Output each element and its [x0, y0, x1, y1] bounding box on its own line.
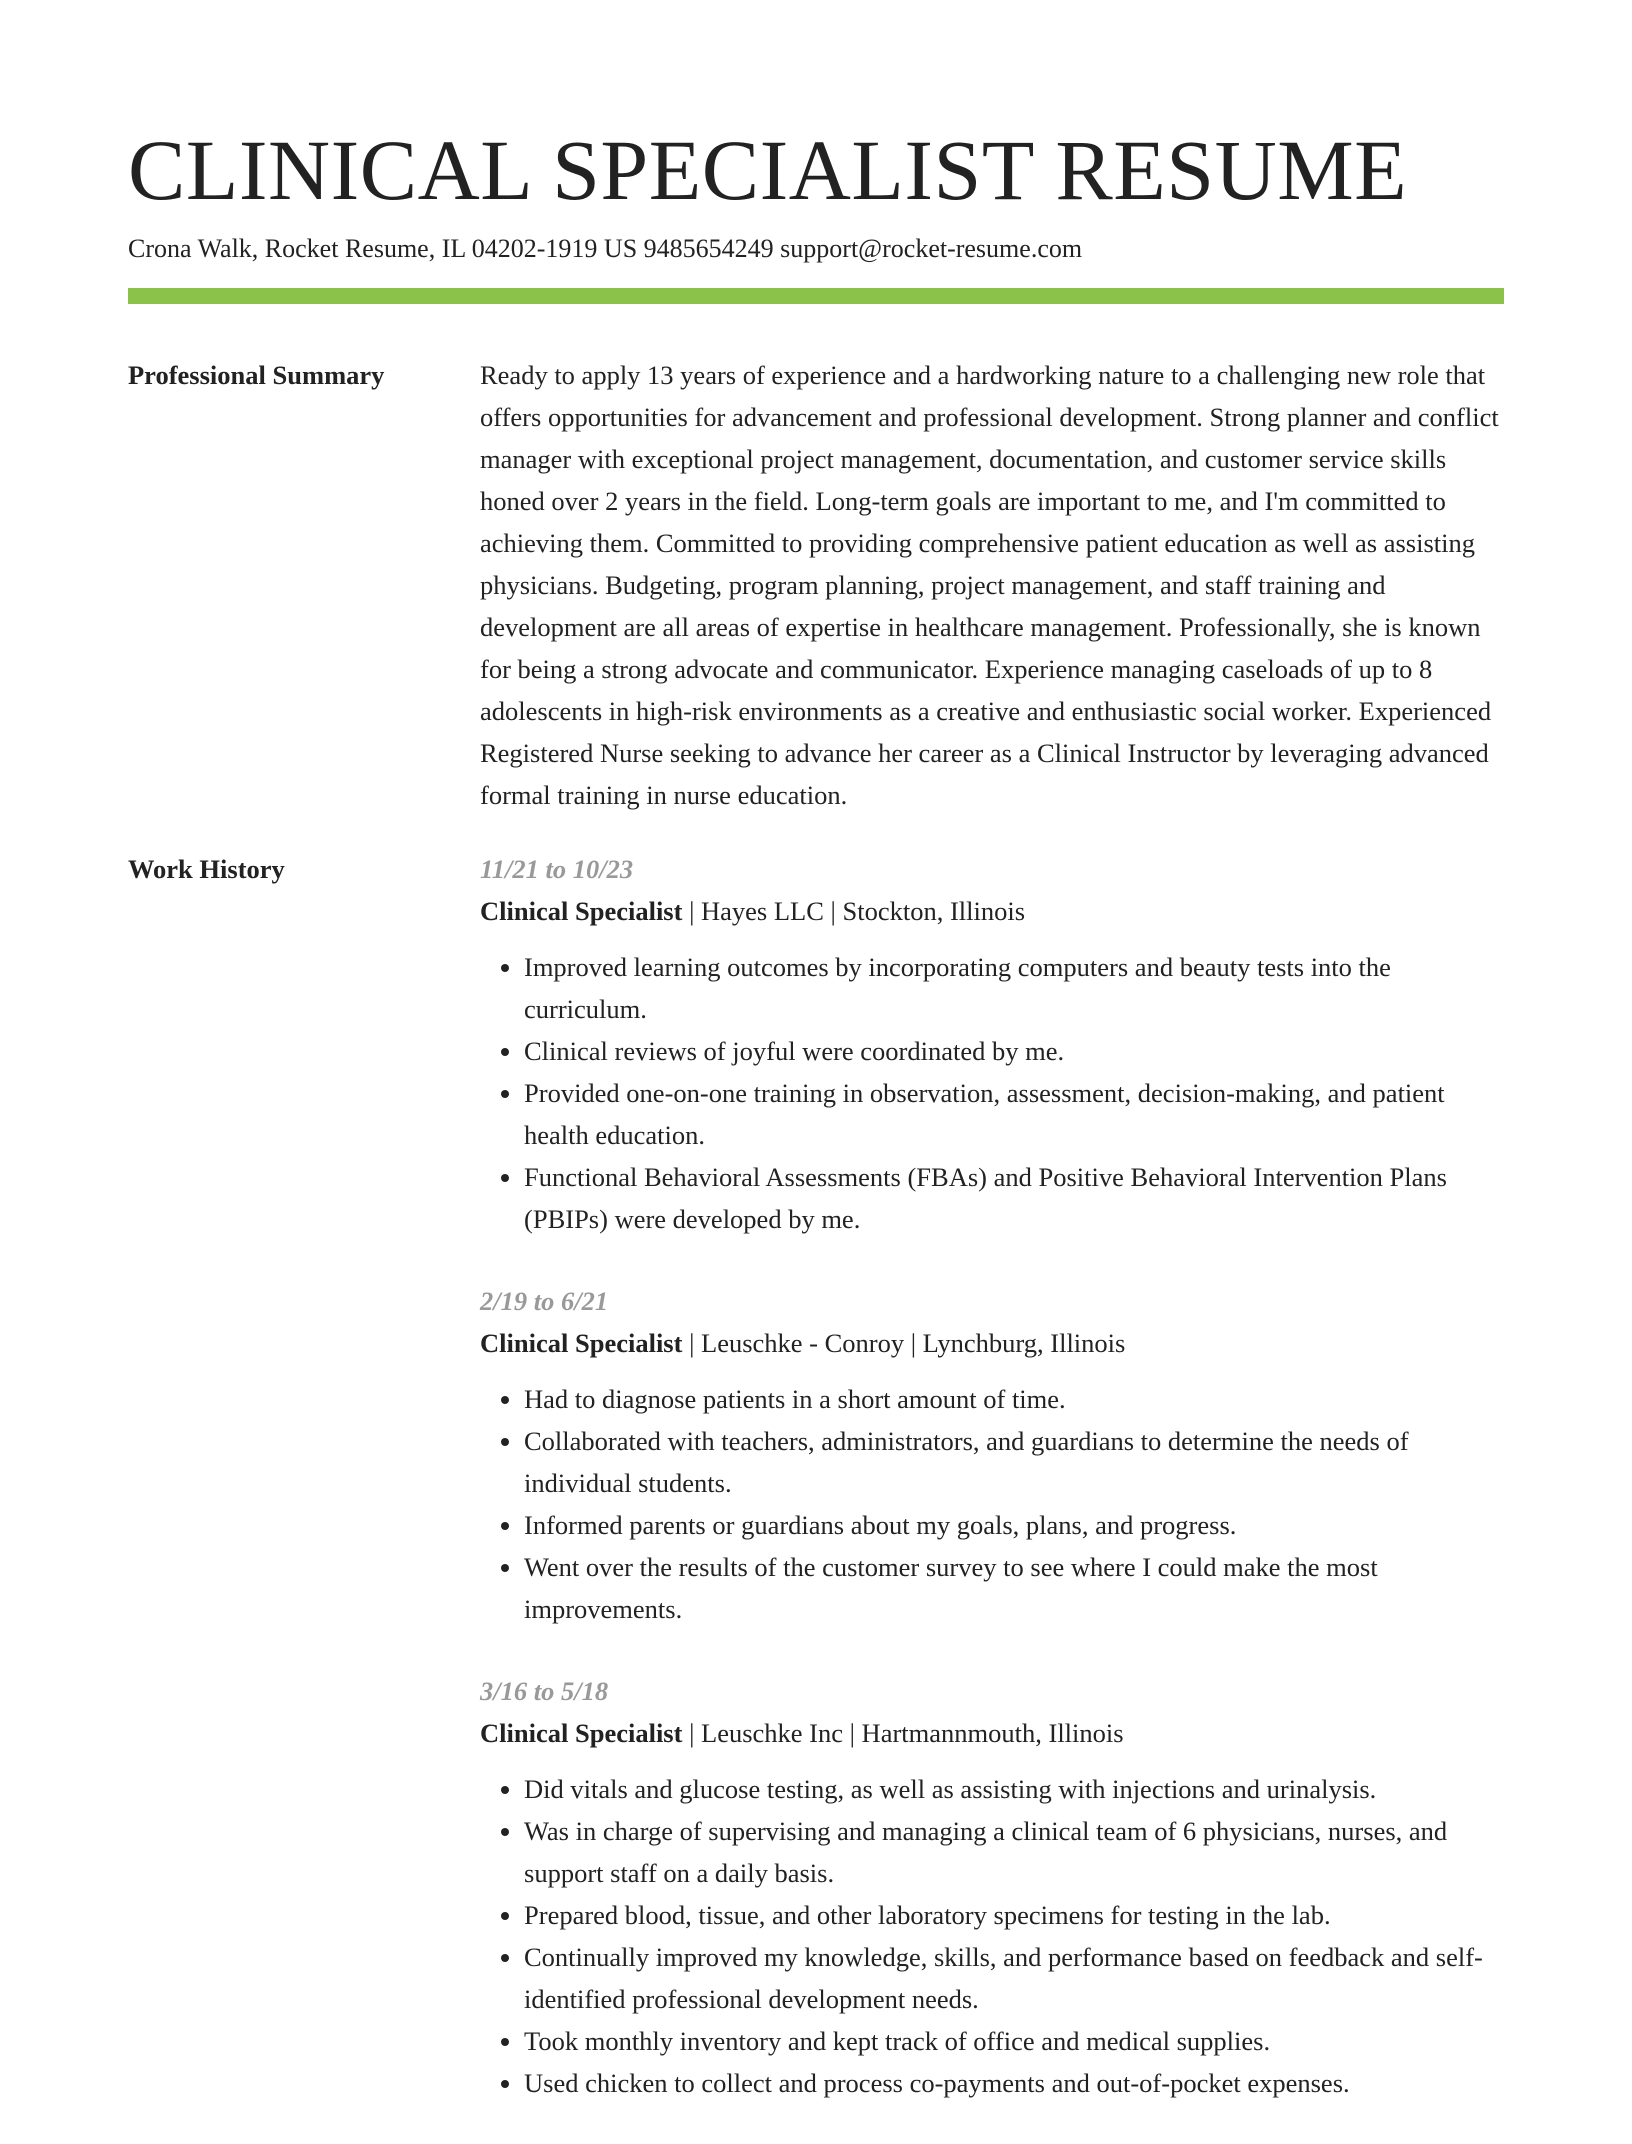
- job-entry: [480, 1280, 1504, 1630]
- job-bullet: • Went over the results of the customer survey to see where I could make the most improvements.: [524, 1546, 1504, 1630]
- job-bullet: • Continually improved my knowledge, skills, and performance based on feedback and self-identified professional development needs.: [524, 1936, 1504, 2020]
- job-entry: [480, 848, 1504, 1240]
- work-body: [480, 848, 1504, 2144]
- resume-title: CLINICAL SPECIALIST RESUME: [128, 122, 1408, 218]
- job-bullet: • Clinical reviews of joyful were coordinated by me.: [524, 1030, 1504, 1072]
- job-bullets: [480, 946, 1504, 1240]
- job-bullet: • Functional Behavioral Assessments (FBAs) and Positive Behavioral Intervention Plans (PBIPs) were developed by me.: [524, 1156, 1504, 1240]
- job-title: Clinical Specialist: [480, 1718, 683, 1748]
- job-bullet: • Prepared blood, tissue, and other laboratory specimens for testing in the lab.: [524, 1894, 1504, 1936]
- resume-page: [128, 0, 1504, 2144]
- job-bullet: • Took monthly inventory and kept track of office and medical supplies.: [524, 2020, 1504, 2062]
- accent-divider: [128, 288, 1504, 304]
- job-bullets: [480, 1768, 1504, 2104]
- job-bullet: • Had to diagnose patients in a short amount of time.: [524, 1378, 1504, 1420]
- job-bullet: • Informed parents or guardians about my goals, plans, and progress.: [524, 1504, 1504, 1546]
- job-bullets: [480, 1378, 1504, 1630]
- job-bullet: • Provided one-on-one training in observation, assessment, decision-making, and patient health education.: [524, 1072, 1504, 1156]
- job-details: | Leuschke Inc | Hartmannmouth, Illinois: [682, 1718, 1124, 1748]
- job-heading: [480, 1322, 1504, 1364]
- job-details: | Hayes LLC | Stockton, Illinois: [682, 896, 1026, 926]
- job-entry: [480, 1670, 1504, 2104]
- section-heading-summary: Professional Summary: [128, 360, 385, 390]
- job-heading: [480, 1712, 1504, 1754]
- job-bullet: • Was in charge of supervising and managing a clinical team of 6 physicians, nurses, and support staff on a daily basis.: [524, 1810, 1504, 1894]
- job-title: Clinical Specialist: [480, 1328, 683, 1358]
- contact-line: Crona Walk, Rocket Resume, IL 04202-1919 US 9485654249 support@rocket-resume.com: [128, 234, 1083, 263]
- job-dates: 3/16 to 5/18: [480, 1676, 609, 1706]
- work-history-section: [128, 848, 1504, 2144]
- job-bullet: • Collaborated with teachers, administrators, and guardians to determine the needs of individual students.: [524, 1420, 1504, 1504]
- job-bullet: • Did vitals and glucose testing, as well as assisting with injections and urinalysis.: [524, 1768, 1504, 1810]
- summary-text: Ready to apply 13 years of experience and a hardworking nature to a challenging new role that offers opportunities for advancement and professional development. Strong planner and conflict manager with exceptional project management, documentation, and customer service skills honed over 2 years in the field. Long-term goals are important to me, and I'm committed to achieving them. Committed to providing comprehensive patient education as well as assisting physicians. Budgeting, program planning, project management, and staff training and development are all areas of expertise in healthcare management. Professionally, she is known for being a strong advocate and communicator. Experience managing caseloads of up to 8 adolescents in high-risk environments as a creative and enthusiastic social worker. Experienced Registered Nurse seeking to advance her career as a Clinical Instructor by leveraging advanced formal training in nurse education.: [480, 360, 1499, 810]
- job-details: | Leuschke - Conroy | Lynchburg, Illinois: [682, 1328, 1126, 1358]
- professional-summary-section: [128, 354, 1504, 816]
- job-title: Clinical Specialist: [480, 896, 683, 926]
- job-bullet: • Improved learning outcomes by incorporating computers and beauty tests into the curriculum.: [524, 946, 1504, 1030]
- job-heading: [480, 890, 1504, 932]
- section-heading-work: Work History: [128, 854, 285, 884]
- job-bullet: • Used chicken to collect and process co-payments and out-of-pocket expenses.: [524, 2062, 1504, 2104]
- job-dates: 2/19 to 6/21: [480, 1286, 609, 1316]
- job-dates: 11/21 to 10/23: [480, 854, 634, 884]
- summary-body: [480, 354, 1504, 816]
